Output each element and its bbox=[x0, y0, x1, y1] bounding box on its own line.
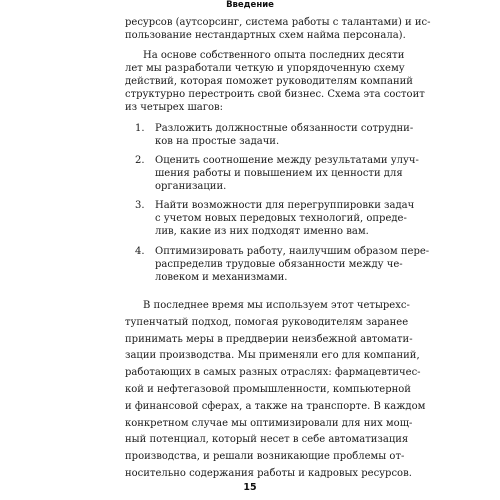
text-line: зации производства. Мы применяли его для компаний, bbox=[125, 350, 420, 361]
text-line: производства, и решали возникающие проблемы от- bbox=[125, 451, 405, 462]
text-line: ловеком и механизмами. bbox=[155, 272, 288, 283]
text-line: шения работы и повышением их ценности для bbox=[155, 168, 403, 179]
text-line: и финансовой сферах, а также на транспорте. В каждом bbox=[125, 401, 426, 412]
text-line: лив, какие из них подходят именно вам. bbox=[155, 226, 369, 237]
text-line: лет мы разработали четкую и упорядоченную схему bbox=[125, 63, 405, 74]
running-head: Введение bbox=[226, 0, 274, 10]
text-line: ков на простые задачи. bbox=[155, 136, 280, 147]
step-number: 2. bbox=[135, 155, 145, 166]
text-line: носительно содержания работы и кадровых ресурсов. bbox=[125, 468, 412, 479]
text-line: пользование нестандартных схем найма персонала). bbox=[125, 30, 406, 41]
text-line: принимать меры в преддверии неизбежной автомати- bbox=[125, 334, 413, 345]
text-line: из четырех шагов: bbox=[125, 102, 223, 113]
text-line: Оптимизировать работу, наилучшим образом пере- bbox=[155, 246, 430, 257]
text-line: структурно перестроить свой бизнес. Схема эта состоит bbox=[125, 89, 425, 100]
text-line: Оценить соотношение между результатами улуч- bbox=[155, 155, 419, 166]
text-line: с учетом новых передовых технологий, опреде- bbox=[155, 213, 407, 224]
text-line: организации. bbox=[155, 181, 227, 192]
text-line: Разложить должностные обязанности сотрудни- bbox=[155, 123, 414, 134]
step-number: 4. bbox=[135, 246, 145, 257]
text-line: ресурсов (аутсорсинг, система работы с талантами) и ис- bbox=[125, 17, 431, 28]
text-line: конкретном случае мы оптимизировали для них мощ- bbox=[125, 418, 413, 429]
text-line: На основе собственного опыта последних десяти bbox=[143, 50, 405, 61]
text-line: действий, которая поможет руководителям компаний bbox=[125, 76, 413, 87]
text-line: распределив трудовые обязанности между че- bbox=[155, 259, 403, 270]
text-line: тупенчатый подход, помогая руководителям заранее bbox=[125, 317, 409, 328]
text-line: В последнее время мы используем этот четырехс- bbox=[143, 300, 410, 311]
step-number: 1. bbox=[135, 123, 145, 134]
text-line: ный потенциал, который несет в себе автоматизация bbox=[125, 434, 409, 445]
text-line: кой и нефтегазовой промышленности, компьютерной bbox=[125, 384, 411, 395]
page-number: 15 bbox=[243, 482, 257, 493]
text-line: работающих в самых разных отраслях: фармацевтичес- bbox=[125, 367, 421, 378]
step-number: 3. bbox=[135, 200, 145, 211]
text-line: Найти возможности для перегруппировки задач bbox=[155, 200, 415, 211]
